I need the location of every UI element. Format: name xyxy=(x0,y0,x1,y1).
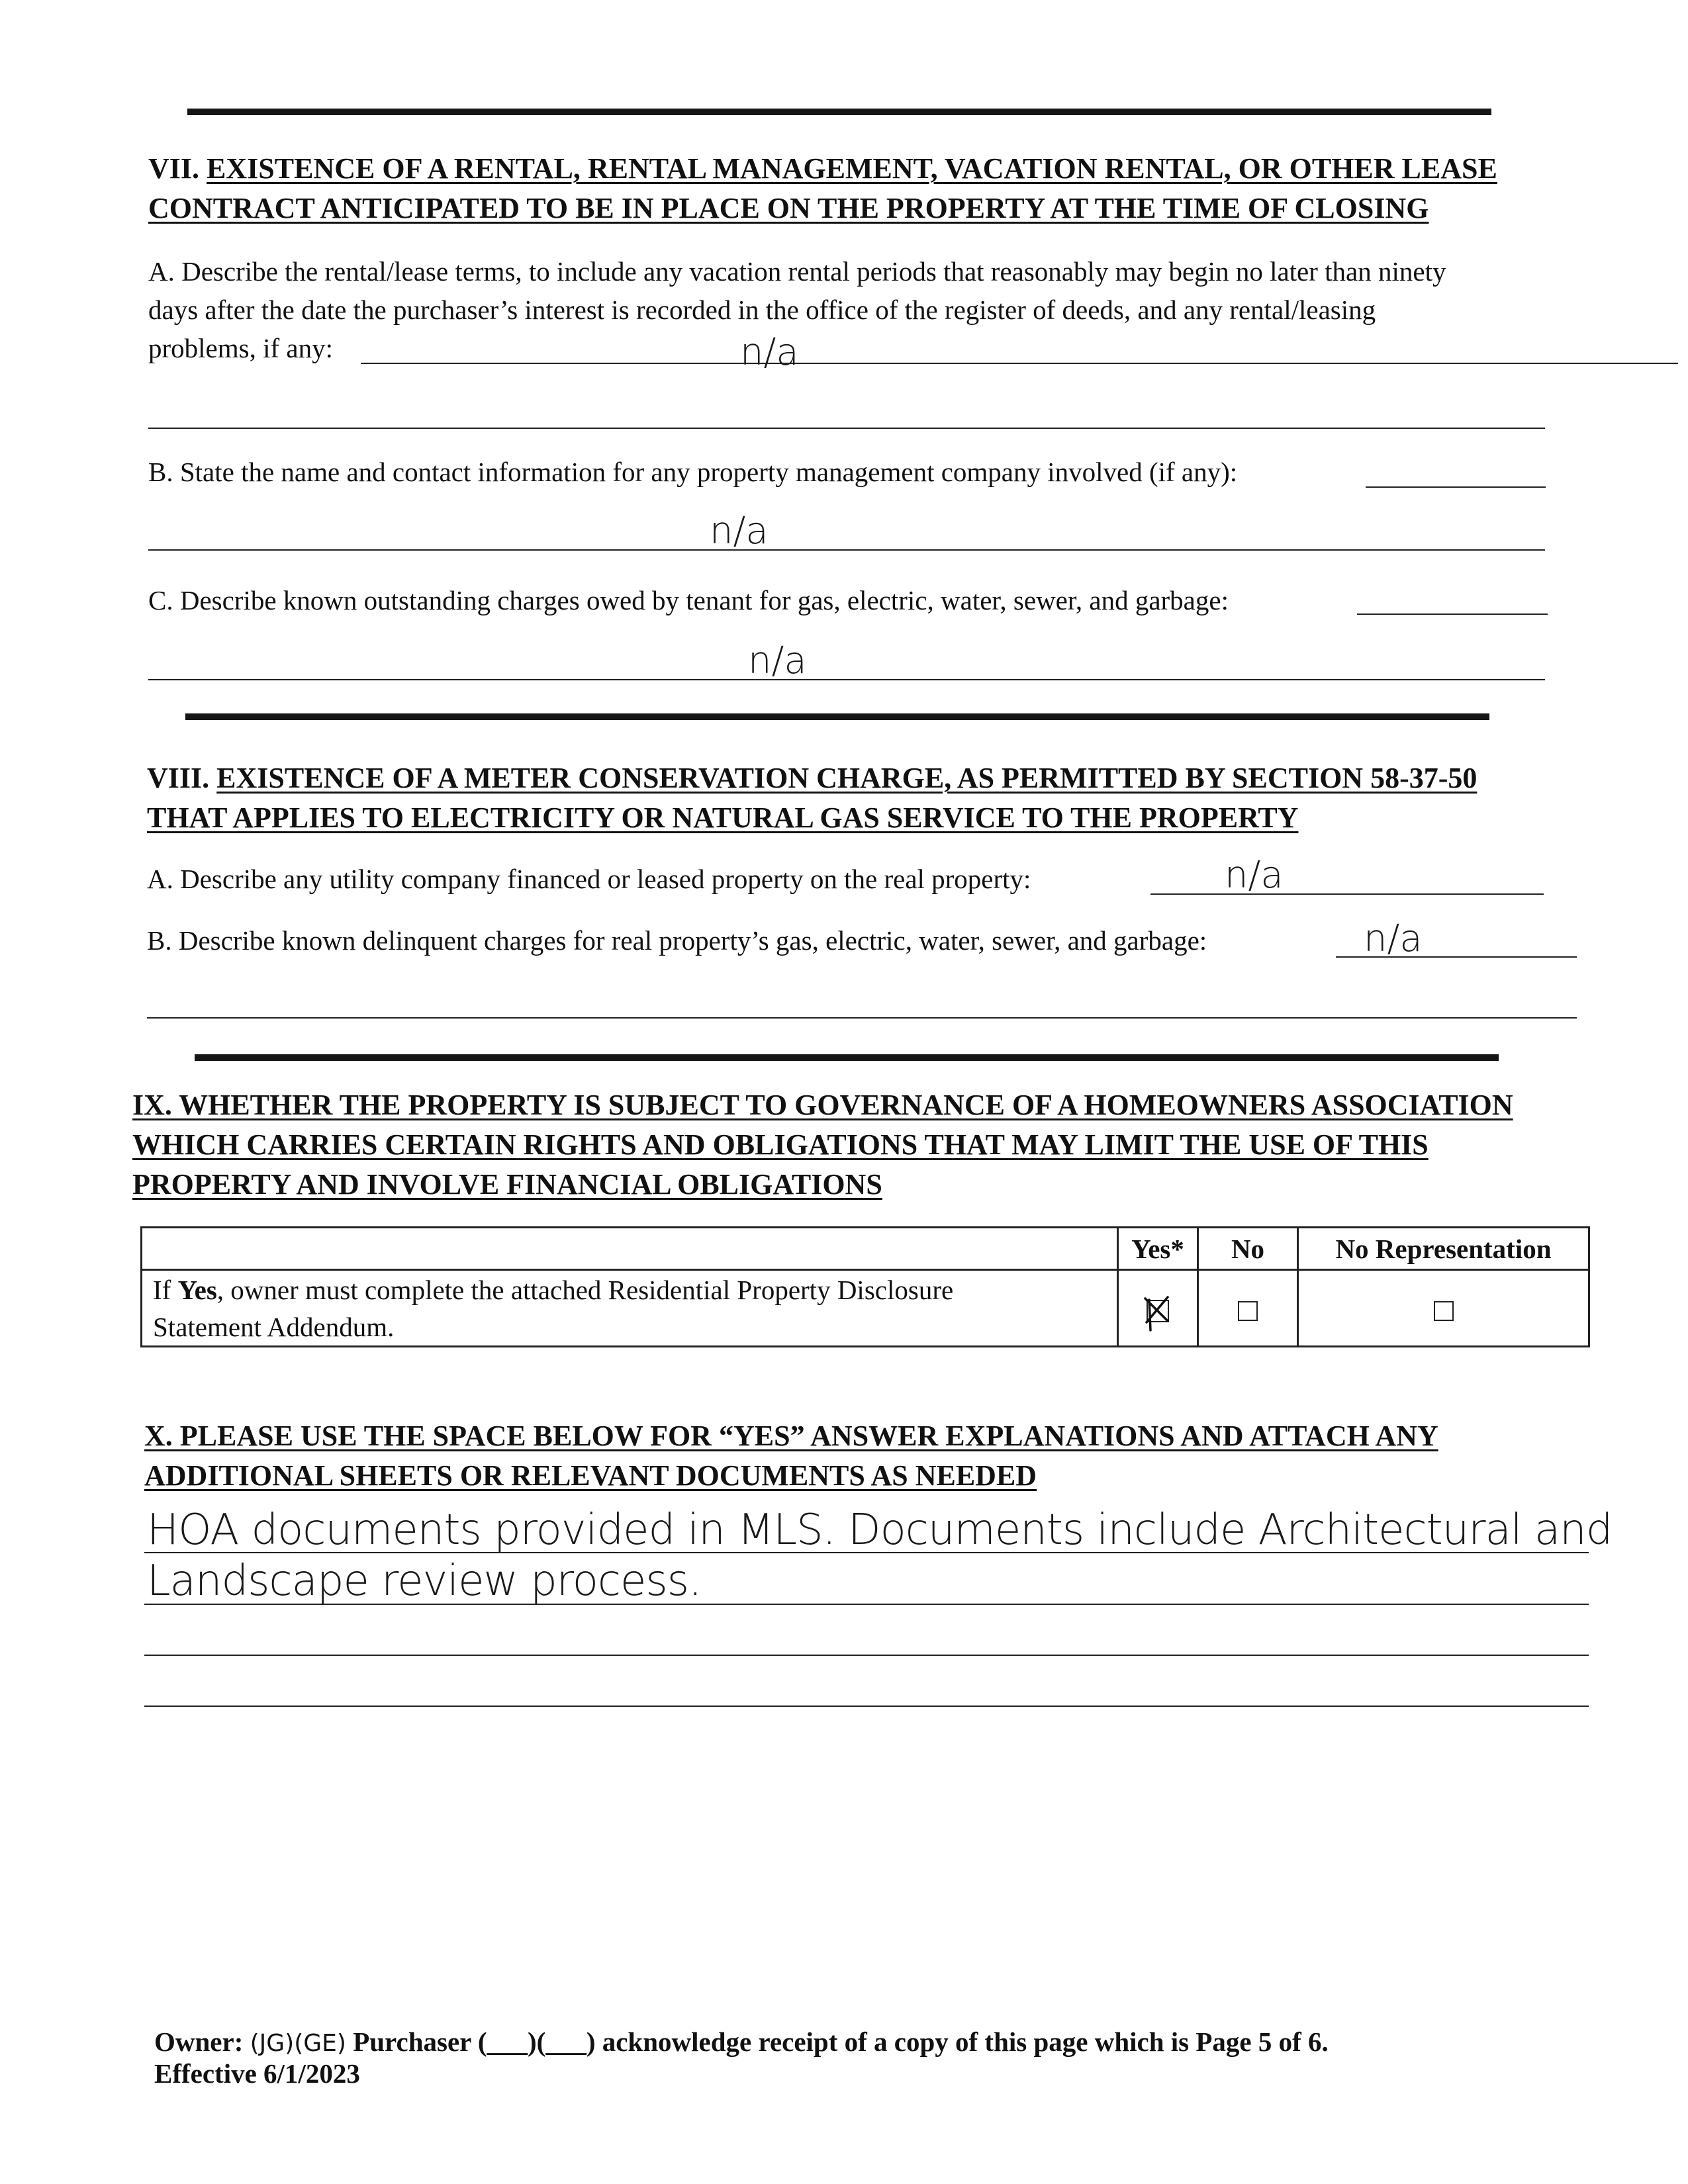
section-divider xyxy=(185,713,1489,720)
explanation-line-1[interactable]: HOA documents provided in MLS. Documents include Architectural and xyxy=(147,1506,1613,1555)
question-7a-text-2: days after the date the purchaser’s interest is recorded in the office of the register of deeds, and any rental/leasing xyxy=(148,295,1376,325)
question-8b-text: B. Describe known delinquent charges for real property’s gas, electric, water, sewer, and garbage: xyxy=(147,925,1207,956)
answer-8a[interactable]: n/a xyxy=(1225,854,1284,897)
question-7c-text: C. Describe known outstanding charges owed by tenant for gas, electric, water, sewer, and garbage: xyxy=(148,585,1229,615)
check-mark-icon xyxy=(1141,1292,1176,1332)
answer-7c[interactable]: n/a xyxy=(748,639,807,682)
section-divider xyxy=(195,1054,1499,1061)
header-yes: Yes* xyxy=(1118,1228,1198,1270)
checkbox-no-cell[interactable] xyxy=(1198,1270,1298,1347)
answer-line xyxy=(144,1655,1589,1656)
checkbox-yes[interactable] xyxy=(1147,1300,1169,1322)
checkbox-no[interactable] xyxy=(1238,1301,1258,1321)
answer-line xyxy=(148,428,1545,429)
section-8-title: VIII. EXISTENCE OF A METER CONSERVATION CHARGE, AS PERMITTED BY SECTION 58-37-50 THAT APPLIES TO ELECTRICITY OR NATURAL GAS SERVICE TO THE PROPERTY xyxy=(147,762,1477,834)
checkbox-no-representation-cell[interactable] xyxy=(1298,1270,1589,1347)
answer-line xyxy=(144,1604,1589,1605)
question-7a-text-3: problems, if any: xyxy=(148,333,333,363)
section-7-title: VII. EXISTENCE OF A RENTAL, RENTAL MANAGEMENT, VACATION RENTAL, OR OTHER LEASE CONTRACT ANTICIPATED TO BE IN PLACE ON THE PROPERTY AT THE TIME OF CLOSING xyxy=(148,152,1497,224)
header-no: No xyxy=(1198,1228,1298,1270)
checkbox-no-representation[interactable] xyxy=(1434,1301,1454,1321)
effective-date: Effective 6/1/2023 xyxy=(154,2058,360,2089)
checkbox-yes-cell[interactable] xyxy=(1118,1270,1198,1347)
section-10-title: X. PLEASE USE THE SPACE BELOW FOR “YES” ANSWER EXPLANATIONS AND ATTACH ANY ADDITIONAL SHEETS OR RELEVANT DOCUMENTS AS NEEDED xyxy=(144,1420,1438,1492)
answer-line xyxy=(148,549,1545,551)
answer-line xyxy=(147,1017,1577,1019)
explanation-line-2[interactable]: Landscape review process. xyxy=(147,1557,702,1606)
answer-line xyxy=(1357,614,1548,615)
hoa-question-table xyxy=(140,1226,1590,1347)
answer-7a[interactable]: n/a xyxy=(740,331,799,374)
answer-line xyxy=(144,1552,1589,1553)
footer-acknowledgement: Owner: (JG)(GE) Purchaser (___)(___) acknowledge receipt of a copy of this page which is Page 5 of 6. xyxy=(154,2026,1329,2057)
header-no-representation: No Representation xyxy=(1298,1228,1589,1270)
question-7b-text: B. State the name and contact information for any property management company involved (if any): xyxy=(148,457,1238,487)
answer-line xyxy=(144,1706,1589,1707)
table-header-blank xyxy=(142,1228,1118,1270)
answer-line xyxy=(1150,893,1544,895)
answer-7b[interactable]: n/a xyxy=(710,510,769,553)
hoa-question-text: If Yes, owner must complete the attached Residential Property Disclosure Statement Addendum. xyxy=(142,1270,1118,1347)
answer-line xyxy=(148,679,1545,680)
question-8a-text: A. Describe any utility company financed or leased property on the real property: xyxy=(147,864,1031,894)
section-9-title: IX. WHETHER THE PROPERTY IS SUBJECT TO GOVERNANCE OF A HOMEOWNERS ASSOCIATION WHICH CARRIES CERTAIN RIGHTS AND OBLIGATIONS THAT MAY LIMIT THE USE OF THIS PROPERTY AND INVOLVE FINANCIAL OBLIGATIONS xyxy=(132,1089,1513,1201)
answer-line xyxy=(1366,486,1546,488)
owner-initials: (JG)(GE) xyxy=(250,2030,346,2057)
section-divider xyxy=(187,109,1491,115)
answer-line xyxy=(361,363,1678,364)
answer-8b[interactable]: n/a xyxy=(1364,917,1423,960)
question-7a-text: A. Describe the rental/lease terms, to include any vacation rental periods that reasonably may begin no later than ninety xyxy=(148,256,1446,287)
